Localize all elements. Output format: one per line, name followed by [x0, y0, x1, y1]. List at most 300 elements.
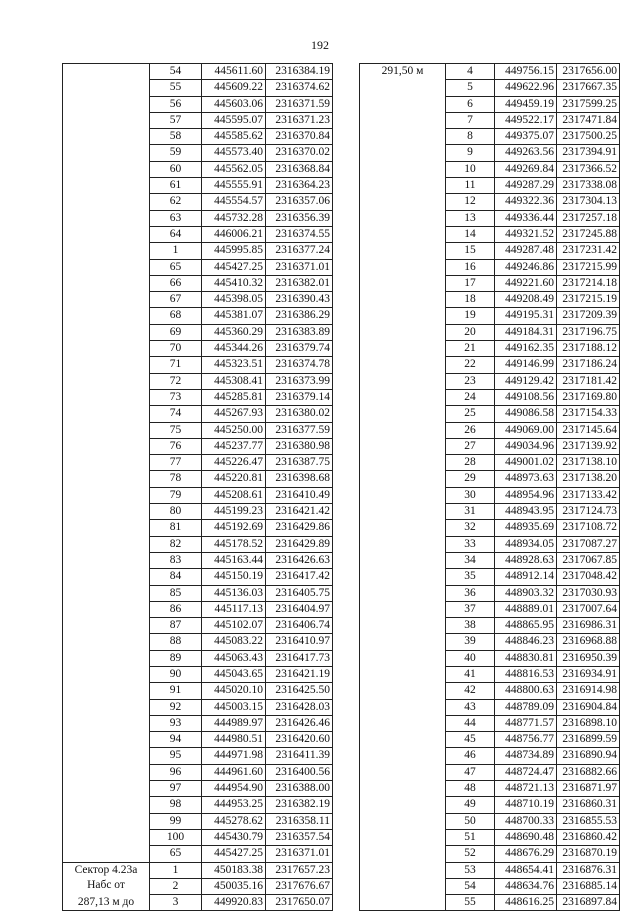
sector-description-cell — [63, 781, 150, 797]
x-coordinate-cell: 445427.25 — [202, 846, 266, 862]
x-coordinate-cell: 445609.22 — [202, 80, 266, 96]
sector-description-cell — [63, 438, 150, 454]
y-coordinate-cell: 2316373.99 — [266, 373, 333, 389]
x-coordinate-cell: 449208.49 — [495, 292, 557, 308]
sector-description-cell — [63, 275, 150, 291]
table-row — [63, 389, 333, 405]
table-row — [63, 552, 333, 568]
sector-description-cell: 287,13 м до — [63, 895, 150, 911]
x-coordinate-cell: 445250.00 — [202, 422, 266, 438]
sector-description-cell — [63, 341, 150, 357]
point-number-cell: 16 — [446, 259, 495, 275]
y-coordinate-cell: 2316400.56 — [266, 764, 333, 780]
point-number-cell: 36 — [446, 585, 495, 601]
sector-description-cell — [63, 601, 150, 617]
x-coordinate-cell: 445136.03 — [202, 585, 266, 601]
y-coordinate-cell: 2316371.01 — [266, 259, 333, 275]
x-coordinate-cell: 449263.56 — [495, 145, 557, 161]
x-coordinate-cell: 444971.98 — [202, 748, 266, 764]
point-number-cell: 54 — [150, 64, 202, 80]
y-coordinate-cell: 2316420.60 — [266, 732, 333, 748]
sector-description-cell — [360, 895, 446, 911]
point-number-cell: 95 — [150, 748, 202, 764]
x-coordinate-cell: 448756.77 — [495, 732, 557, 748]
y-coordinate-cell: 2316426.46 — [266, 715, 333, 731]
table-row — [63, 585, 333, 601]
point-number-cell: 38 — [446, 618, 495, 634]
y-coordinate-cell: 2316934.91 — [557, 666, 620, 682]
y-coordinate-cell: 2316404.97 — [266, 601, 333, 617]
sector-description-cell — [360, 275, 446, 291]
x-coordinate-cell: 448934.05 — [495, 536, 557, 552]
y-coordinate-cell: 2316871.97 — [557, 781, 620, 797]
y-coordinate-cell: 2316386.29 — [266, 308, 333, 324]
table-row — [360, 552, 620, 568]
point-number-cell: 96 — [150, 764, 202, 780]
y-coordinate-cell: 2317007.64 — [557, 601, 620, 617]
x-coordinate-cell: 449086.58 — [495, 406, 557, 422]
x-coordinate-cell: 445237.77 — [202, 438, 266, 454]
y-coordinate-cell: 2317215.99 — [557, 259, 620, 275]
point-number-cell: 54 — [446, 878, 495, 894]
x-coordinate-cell: 449221.60 — [495, 275, 557, 291]
y-coordinate-cell: 2316860.42 — [557, 829, 620, 845]
sector-description-cell: Набс от — [63, 878, 150, 894]
y-coordinate-cell: 2316382.01 — [266, 275, 333, 291]
table-row — [63, 666, 333, 682]
x-coordinate-cell: 449162.35 — [495, 341, 557, 357]
table-row — [63, 536, 333, 552]
sector-description-cell — [63, 96, 150, 112]
table-row — [360, 112, 620, 128]
point-number-cell: 14 — [446, 226, 495, 242]
table-row — [63, 210, 333, 226]
sector-description-cell — [63, 194, 150, 210]
y-coordinate-cell: 2316411.39 — [266, 748, 333, 764]
table-row — [63, 781, 333, 797]
y-coordinate-cell: 2317138.10 — [557, 455, 620, 471]
sector-description-cell: 291,50 м — [360, 64, 446, 80]
sector-description-cell — [360, 80, 446, 96]
point-number-cell: 65 — [150, 259, 202, 275]
table-row — [360, 732, 620, 748]
sector-description-cell — [63, 210, 150, 226]
point-number-cell: 77 — [150, 455, 202, 471]
table-row — [63, 161, 333, 177]
y-coordinate-cell: 2316876.31 — [557, 862, 620, 878]
sector-description-cell — [360, 422, 446, 438]
y-coordinate-cell: 2317394.91 — [557, 145, 620, 161]
y-coordinate-cell: 2317657.23 — [266, 862, 333, 878]
table-row — [360, 846, 620, 862]
x-coordinate-cell: 449069.00 — [495, 422, 557, 438]
point-number-cell: 78 — [150, 471, 202, 487]
y-coordinate-cell: 2316370.84 — [266, 129, 333, 145]
point-number-cell: 48 — [446, 781, 495, 797]
x-coordinate-cell: 448634.76 — [495, 878, 557, 894]
sector-description-cell — [360, 601, 446, 617]
point-number-cell: 42 — [446, 683, 495, 699]
point-number-cell: 8 — [446, 129, 495, 145]
point-number-cell: 71 — [150, 357, 202, 373]
x-coordinate-cell: 445381.07 — [202, 308, 266, 324]
x-coordinate-cell: 445020.10 — [202, 683, 266, 699]
y-coordinate-cell: 2316371.01 — [266, 846, 333, 862]
table-row — [360, 504, 620, 520]
y-coordinate-cell: 2317366.52 — [557, 161, 620, 177]
x-coordinate-cell: 445398.05 — [202, 292, 266, 308]
point-number-cell: 43 — [446, 699, 495, 715]
x-coordinate-cell: 445043.65 — [202, 666, 266, 682]
sector-description-cell — [360, 846, 446, 862]
x-coordinate-cell: 449146.99 — [495, 357, 557, 373]
x-coordinate-cell: 449287.29 — [495, 178, 557, 194]
sector-description-cell — [63, 324, 150, 340]
point-number-cell: 39 — [446, 634, 495, 650]
y-coordinate-cell: 2316374.55 — [266, 226, 333, 242]
sector-description-cell — [360, 683, 446, 699]
table-row — [360, 292, 620, 308]
point-number-cell: 21 — [446, 341, 495, 357]
table-row — [63, 308, 333, 324]
point-number-cell: 97 — [150, 781, 202, 797]
x-coordinate-cell: 445150.19 — [202, 569, 266, 585]
sector-description-cell — [360, 520, 446, 536]
table-row — [63, 878, 333, 894]
table-row — [360, 129, 620, 145]
sector-description-cell — [360, 781, 446, 797]
point-number-cell: 7 — [446, 112, 495, 128]
x-coordinate-cell: 448943.95 — [495, 504, 557, 520]
table-row — [63, 112, 333, 128]
sector-description-cell — [63, 715, 150, 731]
y-coordinate-cell: 2316368.84 — [266, 161, 333, 177]
x-coordinate-cell: 448789.09 — [495, 699, 557, 715]
x-coordinate-cell: 445595.07 — [202, 112, 266, 128]
x-coordinate-cell: 445562.05 — [202, 161, 266, 177]
table-row — [360, 210, 620, 226]
point-number-cell: 52 — [446, 846, 495, 862]
x-coordinate-cell: 449001.02 — [495, 455, 557, 471]
y-coordinate-cell: 2316870.19 — [557, 846, 620, 862]
x-coordinate-cell: 445102.07 — [202, 618, 266, 634]
y-coordinate-cell: 2317186.24 — [557, 357, 620, 373]
point-number-cell: 4 — [446, 64, 495, 80]
table-row — [360, 64, 620, 80]
table-row — [63, 194, 333, 210]
point-number-cell: 49 — [446, 797, 495, 813]
sector-description-cell — [360, 145, 446, 161]
sector-description-cell — [360, 569, 446, 585]
y-coordinate-cell: 2317500.25 — [557, 129, 620, 145]
x-coordinate-cell: 449129.42 — [495, 373, 557, 389]
sector-description-cell — [63, 487, 150, 503]
point-number-cell: 19 — [446, 308, 495, 324]
y-coordinate-cell: 2316429.86 — [266, 520, 333, 536]
table-row — [63, 178, 333, 194]
point-number-cell: 31 — [446, 504, 495, 520]
point-number-cell: 84 — [150, 569, 202, 585]
point-number-cell: 91 — [150, 683, 202, 699]
x-coordinate-cell: 448846.23 — [495, 634, 557, 650]
point-number-cell: 40 — [446, 650, 495, 666]
x-coordinate-cell: 449195.31 — [495, 308, 557, 324]
table-row — [63, 764, 333, 780]
sector-description-cell — [63, 666, 150, 682]
sector-description-cell — [63, 797, 150, 813]
y-coordinate-cell: 2316904.84 — [557, 699, 620, 715]
x-coordinate-cell: 445427.25 — [202, 259, 266, 275]
sector-description-cell — [63, 80, 150, 96]
table-row — [63, 487, 333, 503]
y-coordinate-cell: 2316405.75 — [266, 585, 333, 601]
point-number-cell: 47 — [446, 764, 495, 780]
point-number-cell: 69 — [150, 324, 202, 340]
sector-description-cell — [360, 618, 446, 634]
y-coordinate-cell: 2316417.73 — [266, 650, 333, 666]
table-row — [63, 846, 333, 862]
sector-description-cell — [360, 748, 446, 764]
x-coordinate-cell: 449034.96 — [495, 438, 557, 454]
table-row — [360, 569, 620, 585]
y-coordinate-cell: 2316379.14 — [266, 389, 333, 405]
y-coordinate-cell: 2317154.33 — [557, 406, 620, 422]
sector-description-cell — [360, 341, 446, 357]
point-number-cell: 90 — [150, 666, 202, 682]
sector-description-cell — [360, 732, 446, 748]
sector-description-cell — [63, 357, 150, 373]
x-coordinate-cell: 445192.69 — [202, 520, 266, 536]
x-coordinate-cell: 448654.41 — [495, 862, 557, 878]
y-coordinate-cell: 2317304.13 — [557, 194, 620, 210]
table-row — [63, 80, 333, 96]
point-number-cell: 24 — [446, 389, 495, 405]
point-number-cell: 70 — [150, 341, 202, 357]
sector-description-cell — [63, 650, 150, 666]
table-row — [63, 259, 333, 275]
table-row — [360, 650, 620, 666]
sector-description-cell — [360, 178, 446, 194]
sector-description-cell — [63, 161, 150, 177]
point-number-cell: 10 — [446, 161, 495, 177]
y-coordinate-cell: 2316384.19 — [266, 64, 333, 80]
point-number-cell: 41 — [446, 666, 495, 682]
point-number-cell: 76 — [150, 438, 202, 454]
sector-description-cell — [360, 112, 446, 128]
point-number-cell: 45 — [446, 732, 495, 748]
point-number-cell: 51 — [446, 829, 495, 845]
table-row — [360, 96, 620, 112]
point-number-cell: 56 — [150, 96, 202, 112]
point-number-cell: 30 — [446, 487, 495, 503]
y-coordinate-cell: 2317471.84 — [557, 112, 620, 128]
table-row — [63, 471, 333, 487]
table-row — [63, 748, 333, 764]
point-number-cell: 66 — [150, 275, 202, 291]
y-coordinate-cell: 2317214.18 — [557, 275, 620, 291]
table-row — [63, 226, 333, 242]
point-number-cell: 73 — [150, 389, 202, 405]
y-coordinate-cell: 2316410.49 — [266, 487, 333, 503]
point-number-cell: 23 — [446, 373, 495, 389]
x-coordinate-cell: 448721.13 — [495, 781, 557, 797]
point-number-cell: 17 — [446, 275, 495, 291]
table-row — [63, 520, 333, 536]
y-coordinate-cell: 2316410.97 — [266, 634, 333, 650]
x-coordinate-cell: 445117.13 — [202, 601, 266, 617]
table-row — [63, 862, 333, 878]
table-row — [63, 813, 333, 829]
y-coordinate-cell: 2316374.62 — [266, 80, 333, 96]
sector-description-cell — [360, 243, 446, 259]
table-row — [63, 797, 333, 813]
y-coordinate-cell: 2317139.92 — [557, 438, 620, 454]
point-number-cell: 2 — [150, 878, 202, 894]
point-number-cell: 60 — [150, 161, 202, 177]
point-number-cell: 9 — [446, 145, 495, 161]
y-coordinate-cell: 2316364.23 — [266, 178, 333, 194]
y-coordinate-cell: 2317196.75 — [557, 324, 620, 340]
x-coordinate-cell: 449375.07 — [495, 129, 557, 145]
table-row — [360, 308, 620, 324]
table-row — [360, 145, 620, 161]
x-coordinate-cell: 444954.90 — [202, 781, 266, 797]
point-number-cell: 68 — [150, 308, 202, 324]
x-coordinate-cell: 448800.63 — [495, 683, 557, 699]
table-row — [360, 797, 620, 813]
y-coordinate-cell: 2316377.59 — [266, 422, 333, 438]
y-coordinate-cell: 2316897.84 — [557, 895, 620, 911]
sector-description-cell — [63, 455, 150, 471]
point-number-cell: 100 — [150, 829, 202, 845]
y-coordinate-cell: 2317231.42 — [557, 243, 620, 259]
y-coordinate-cell: 2316357.06 — [266, 194, 333, 210]
y-coordinate-cell: 2317133.42 — [557, 487, 620, 503]
x-coordinate-cell: 445308.41 — [202, 373, 266, 389]
sector-description-cell — [360, 585, 446, 601]
sector-description-cell — [360, 259, 446, 275]
y-coordinate-cell: 2317087.27 — [557, 536, 620, 552]
table-row — [360, 764, 620, 780]
table-row — [360, 194, 620, 210]
sector-description-cell — [63, 552, 150, 568]
table-row — [63, 275, 333, 291]
x-coordinate-cell: 449184.31 — [495, 324, 557, 340]
y-coordinate-cell: 2317338.08 — [557, 178, 620, 194]
table-row — [360, 666, 620, 682]
point-number-cell: 25 — [446, 406, 495, 422]
point-number-cell: 22 — [446, 357, 495, 373]
point-number-cell: 79 — [150, 487, 202, 503]
x-coordinate-cell: 445285.81 — [202, 389, 266, 405]
x-coordinate-cell: 445573.40 — [202, 145, 266, 161]
x-coordinate-cell: 445220.81 — [202, 471, 266, 487]
sector-description-cell — [360, 504, 446, 520]
sector-description-cell — [360, 129, 446, 145]
sector-description-cell — [360, 373, 446, 389]
sector-description-cell — [63, 764, 150, 780]
table-row — [63, 145, 333, 161]
x-coordinate-cell: 445555.91 — [202, 178, 266, 194]
table-row — [360, 226, 620, 242]
sector-description-cell — [63, 226, 150, 242]
sector-description-cell — [360, 764, 446, 780]
table-row — [63, 732, 333, 748]
x-coordinate-cell: 448734.89 — [495, 748, 557, 764]
y-coordinate-cell: 2316387.75 — [266, 455, 333, 471]
point-number-cell: 35 — [446, 569, 495, 585]
x-coordinate-cell: 449269.84 — [495, 161, 557, 177]
x-coordinate-cell: 445995.85 — [202, 243, 266, 259]
sector-description-cell — [63, 292, 150, 308]
point-number-cell: 88 — [150, 634, 202, 650]
table-row — [360, 634, 620, 650]
sector-description-cell — [63, 64, 150, 80]
sector-description-cell — [360, 487, 446, 503]
y-coordinate-cell: 2317650.07 — [266, 895, 333, 911]
point-number-cell: 12 — [446, 194, 495, 210]
table-row — [63, 829, 333, 845]
point-number-cell: 1 — [150, 862, 202, 878]
table-row — [360, 161, 620, 177]
point-number-cell: 99 — [150, 813, 202, 829]
table-row — [63, 601, 333, 617]
point-number-cell: 1 — [150, 243, 202, 259]
point-number-cell: 50 — [446, 813, 495, 829]
sector-description-cell — [63, 308, 150, 324]
x-coordinate-cell: 444980.51 — [202, 732, 266, 748]
x-coordinate-cell: 448710.19 — [495, 797, 557, 813]
sector-description-cell — [360, 536, 446, 552]
point-number-cell: 59 — [150, 145, 202, 161]
sector-description-cell — [360, 308, 446, 324]
x-coordinate-cell: 445083.22 — [202, 634, 266, 650]
y-coordinate-cell: 2316882.66 — [557, 764, 620, 780]
point-number-cell: 5 — [446, 80, 495, 96]
x-coordinate-cell: 444989.97 — [202, 715, 266, 731]
point-number-cell: 61 — [150, 178, 202, 194]
x-coordinate-cell: 445199.23 — [202, 504, 266, 520]
y-coordinate-cell: 2316426.63 — [266, 552, 333, 568]
x-coordinate-cell: 445585.62 — [202, 129, 266, 145]
table-row — [360, 275, 620, 291]
point-number-cell: 15 — [446, 243, 495, 259]
table-row — [63, 683, 333, 699]
sector-description-cell — [360, 699, 446, 715]
point-number-cell: 93 — [150, 715, 202, 731]
x-coordinate-cell: 448928.63 — [495, 552, 557, 568]
point-number-cell: 13 — [446, 210, 495, 226]
sector-description-cell — [360, 552, 446, 568]
sector-description-cell — [63, 406, 150, 422]
table-row — [360, 683, 620, 699]
x-coordinate-cell: 445410.32 — [202, 275, 266, 291]
table-row — [360, 259, 620, 275]
sector-description-cell — [63, 243, 150, 259]
table-row — [360, 862, 620, 878]
table-row — [360, 422, 620, 438]
sector-description-cell — [360, 292, 446, 308]
table-row — [360, 781, 620, 797]
y-coordinate-cell: 2316914.98 — [557, 683, 620, 699]
table-row — [63, 243, 333, 259]
table-row — [360, 243, 620, 259]
x-coordinate-cell: 448973.63 — [495, 471, 557, 487]
x-coordinate-cell: 449756.15 — [495, 64, 557, 80]
table-row — [63, 438, 333, 454]
x-coordinate-cell: 449459.19 — [495, 96, 557, 112]
point-number-cell: 32 — [446, 520, 495, 536]
